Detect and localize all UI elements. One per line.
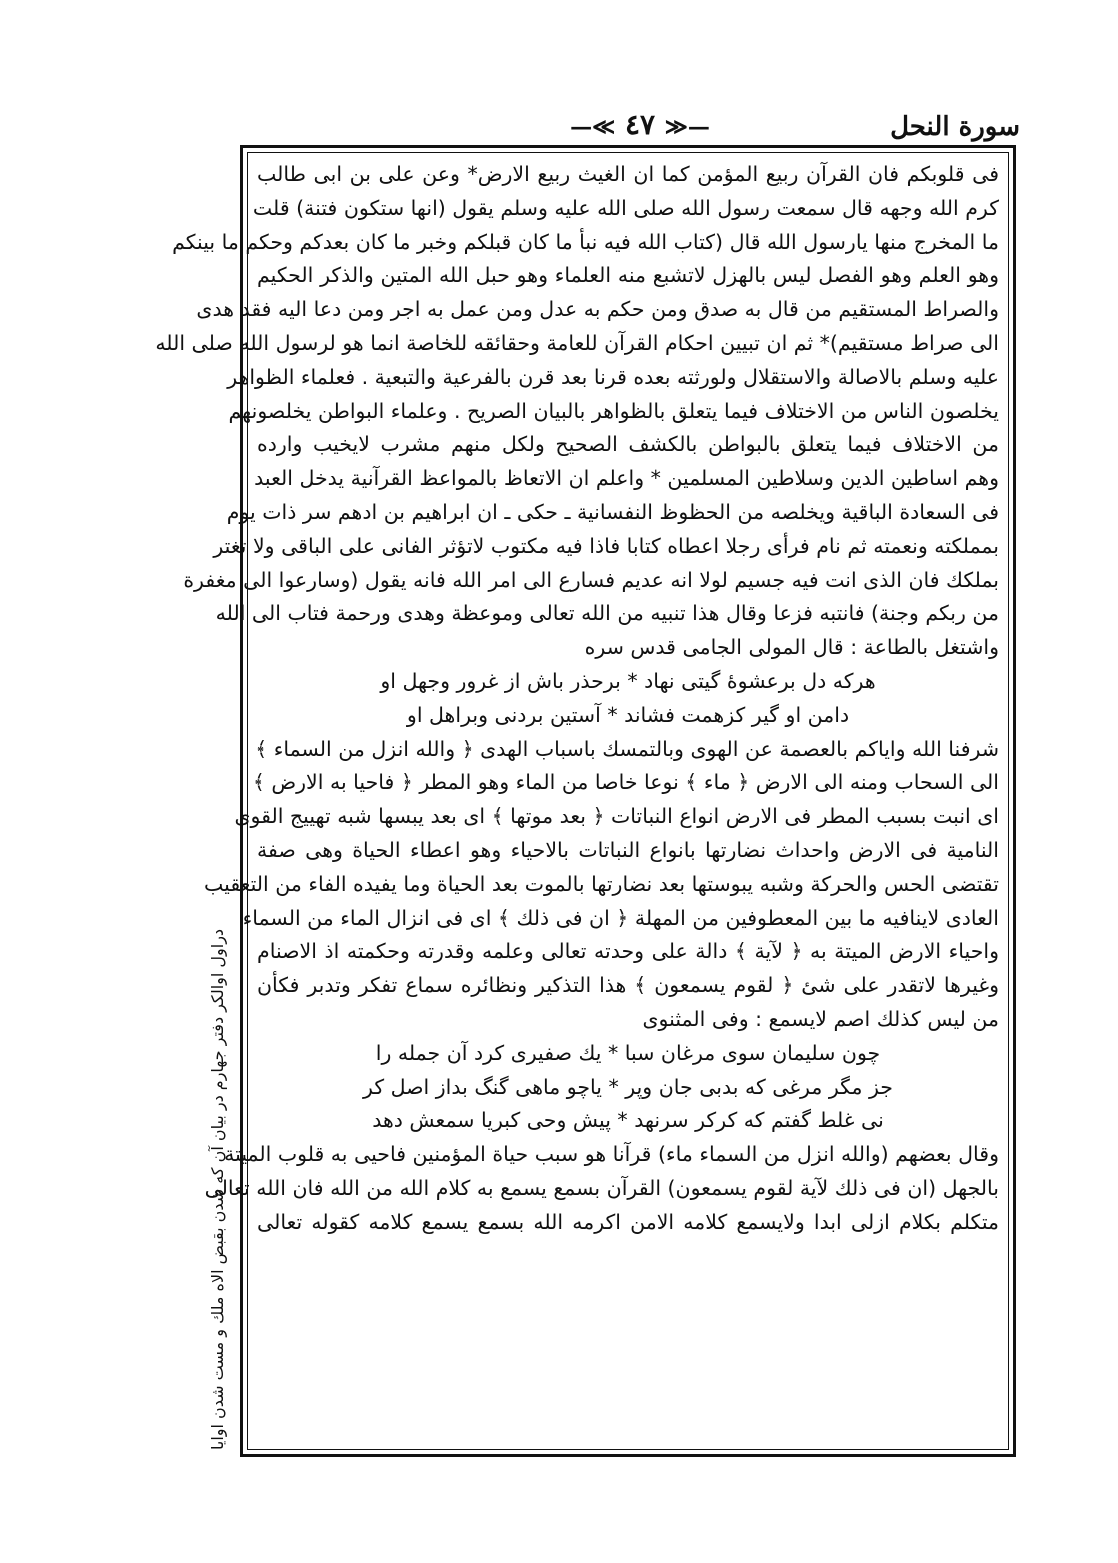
poem-verse: نى غلط گفتم كه كركر سرنهد * پيش وحى كبريا سمعش دهد xyxy=(372,1108,884,1133)
poem-verse: جز مگر مرغى كه بدبى جان وپر * ياچو ماهى گنگ بداز اصل كر xyxy=(363,1074,893,1099)
poem-verse: هركه دل برعشوهٔ گيتى نهاد * برحذر باش از غرور وجهل او xyxy=(380,668,876,693)
text-line: من الاختلاف فيما يتعلق بالبواطن بالكشف الصحيح ولكل منهم مشرب لايخيب وارده xyxy=(257,432,999,457)
text-line: العادى لاينافيه ما بين المعطوفين من المهلة ﴿ ان فى ذلك ﴾ اى فى انزال الماء من السماء xyxy=(242,905,999,930)
text-line: عليه وسلم بالاصالة والاستقلال ولورثته بعده قرنا بعد قرن بالفرعية والتبعية . فعلماء الظواهر xyxy=(227,364,999,389)
text-line: واحياء الارض الميتة به ﴿ لآية ﴾ دالة على وحدته تعالى وعلمه وقدرته وحكمته اذ الاصنام xyxy=(257,939,999,964)
poem-verse: چون سليمان سوى مرغان سبا * يك صفيرى كرد آن جمله را xyxy=(375,1040,881,1065)
text-line: بملكك فان الذى انت فيه جسيم لولا انه عديم فسارع الى امر الله فانه يقول (وسارعوا الى مغفرة xyxy=(183,567,999,592)
text-line: وغيرها لاتقدر على شئ ﴿ لقوم يسمعون ﴾ هذا التذكير ونظائره سماع تفكر وتدبر فكأن xyxy=(257,973,999,998)
surah-title: سورة النحل xyxy=(890,112,1020,142)
text-line: اى انبت بسبب المطر فى الارض انواع النباتات ﴿ بعد موتها ﴾ اى بعد يبسها شبه تهييج القوى xyxy=(234,804,999,829)
text-line: وقال بعضهم (والله انزل من السماء ماء) قرآنا هو سبب حياة المؤمنين فاحيى به قلوب الميتة xyxy=(224,1142,999,1167)
page-number-box xyxy=(540,108,740,141)
text-line: من ربكم وجنة) فانتبه فزعا وقال هذا تنبيه من الله تعالى وموعظة وهدى ورحمة فتاب الى الله xyxy=(215,601,999,626)
text-line: فى قلوبكم فان القرآن ربيع المؤمن كما ان الغيث ربيع الارض* وعن على بن ابى طالب xyxy=(257,162,999,186)
ornament-left: —≪ xyxy=(664,114,710,140)
text-line: فى السعادة الباقية ويخلصه من الحظوظ النفسانية ـ حكى ـ ان ابراهيم بن ادهم سر ذات يوم xyxy=(226,499,999,524)
text-line: وهم اساطين الدين وسلاطين المسلمين * واعلم ان الاتعاظ بالمواعظ القرآنية يدخل العبد xyxy=(254,466,999,491)
text-line: واشتغل بالطاعة : قال المولى الجامى قدس سره xyxy=(584,635,999,660)
side-note-text: دراول اوالكر دفتر جهارم در بيان آن كه شدن بقبض الاه ملك و مست شدن اوايا xyxy=(208,928,227,1450)
poem-verse: دامن او گير كزهمت فشاند * آستين بردنى وبراهل او xyxy=(406,702,850,727)
text-line: شرفنا الله واياكم بالعصمة عن الهوى وبالتمسك باسباب الهدى ﴿ والله انزل من السماء ﴾ xyxy=(255,736,999,761)
text-line: الى صراط مستقيم)* ثم ان تبيين احكام القرآن للعامة وحقائقه للخاصة انما هو لرسول الله صلى الله xyxy=(155,330,999,355)
page-number: ٤٧ xyxy=(624,108,656,141)
ornament-right: ≫— xyxy=(570,114,616,140)
text-line: والصراط المستقيم من قال به صدق ومن حكم به عدل ومن عمل به اجر ومن دعا اليه فقد هدى xyxy=(196,297,999,322)
text-line: من ليس كذلك اصم لايسمع : وفى المثنوى xyxy=(642,1006,999,1031)
text-line: متكلم بكلام ازلى ابدا ولايسمع كلامه الامن اكرمه الله بسمع يسمع كلامه كقوله تعالى xyxy=(257,1209,999,1234)
text-line: كرم الله وجهه قال سمعت رسول الله صلى الله عليه وسلم يقول (انها ستكون فتنة) قلت xyxy=(252,195,999,220)
text-line: بالجهل (ان فى ذلك لآية لقوم يسمعون) القرآن بسمع يسمع به كلام الله من الله فان الله تعالى xyxy=(204,1175,999,1200)
text-line: تقتضى الحس والحركة وشبه يبوستها بعد نضارتها بالموت بعد الحياة وما يفيده الفاء من التعقيب xyxy=(204,871,999,896)
text-line: ما المخرج منها يارسول الله قال (كتاب الله فيه نبأ ما كان قبلكم وخبر ما كان بعدكم وحكم ما بينكم xyxy=(172,229,999,254)
text-line: وهو العلم وهو الفصل ليس بالهزل لاتشبع منه العلماء وهو حبل الله المتين والذكر الحكيم xyxy=(257,263,999,288)
text-line: النامية فى الارض واحداث نضارتها بانواع النباتات بالاحياء وهو اعطاء الحياة وهى صفة xyxy=(257,837,999,862)
text-line: الى السحاب ومنه الى الارض ﴿ ماء ﴾ نوعا خاصا من الماء وهو المطر ﴿ فاحيا به الارض ﴾ xyxy=(252,770,999,795)
text-line: يخلصون الناس من الاختلاف فيما يتعلق بالظواهر بالبيان الصريح . وعلماء البواطن يخلصونهم xyxy=(228,398,999,423)
text-line: بمملكته ونعمته ثم نام فرأى رجلا اعطاه كتابا فاذا فيه مكتوب لاتؤثر الفانى على الباقى ولا تغتر xyxy=(213,533,999,558)
